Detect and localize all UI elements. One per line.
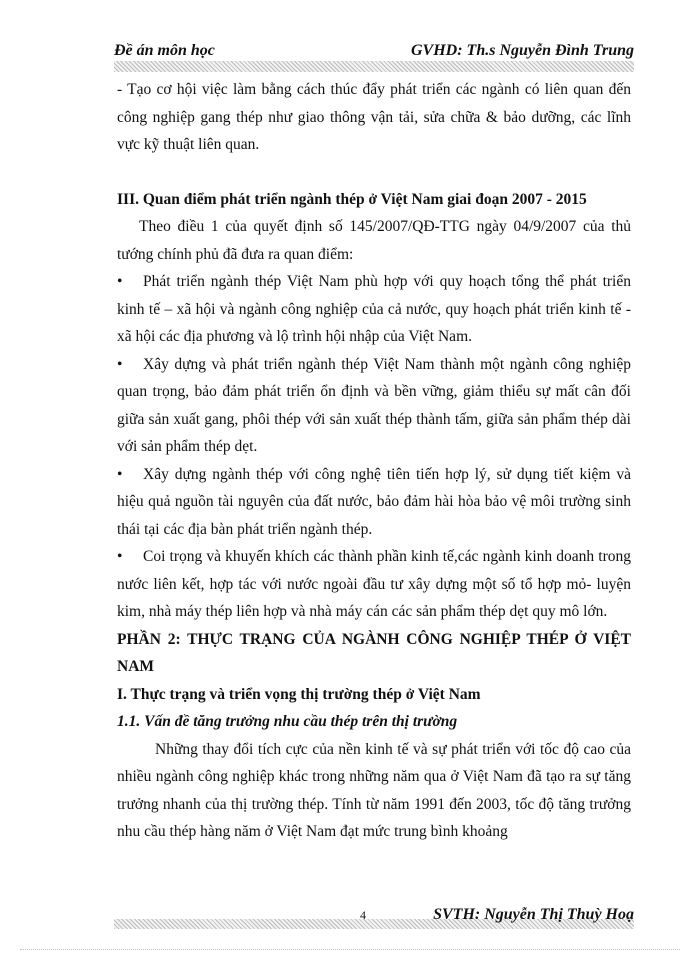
subsection-heading: I. Thực trạng và triển vọng thị trường thép ở Việt Nam bbox=[117, 685, 481, 703]
bullet-text: Phát triển ngành thép Việt Nam phù hợp với quy hoạch tổng thể phát triển kinh tế – xã hội và ngành công nghiệp của cả nước, quy hoạch phát triển kinh tế - xã hội các địa phương và lộ trình hội nhập của Việt Nam. bbox=[117, 273, 631, 345]
bullet-icon: • bbox=[117, 355, 123, 373]
header-hatch-rule bbox=[114, 61, 634, 72]
document-body bbox=[117, 76, 631, 846]
section-heading: III. Quan điểm phát triển ngành thép ở Việt Nam giai đoạn 2007 - 2015 bbox=[117, 190, 587, 208]
page-break-line bbox=[20, 949, 680, 950]
page-header bbox=[114, 36, 634, 60]
final-paragraph: Những thay đổi tích cực của nền kinh tế và sự phát triển với tốc độ cao của nhiều ngành công nghiệp khác trong những năm qua ở Việt Nam đã tạo ra sự tăng trưởng nhanh của thị trường thép. Tính từ năm 1991 đến 2003, tốc độ tăng trưởng nhu cầu thép hàng năm ở Việt Nam đạt mức trung bình khoảng bbox=[117, 740, 631, 840]
footer-student: SVTH: Nguyễn Thị Thuỳ Hoạ bbox=[433, 906, 634, 923]
bullet-list bbox=[117, 268, 631, 626]
section-intro-paragraph: Theo điều 1 của quyết định số 145/2007/QĐ-TTG ngày 04/9/2007 của thủ tướng chính phủ đã đưa ra quan điểm: bbox=[117, 218, 631, 263]
bullet-icon: • bbox=[117, 548, 123, 565]
intro-paragraph: - Tạo cơ hội việc làm bằng cách thúc đẩy phát triển các ngành có liên quan đến công nghiệp gang thép như giao thông vận tải, sửa chữa & bảo dưỡng, các lĩnh vực kỹ thuật liên quan. bbox=[117, 81, 631, 153]
page-footer bbox=[360, 906, 634, 924]
bullet-text: Xây dựng và phát triển ngành thép Việt Nam thành một ngành công nghiệp quan trọng, bảo đảm phát triển ổn định và bền vững, giảm thiểu sự mất cân đối giữa sản xuất gang, phôi thép với sản xuất thép thành tấm, giữa sản phẩm thép dài với sản phẩm thép dẹt. bbox=[117, 355, 631, 455]
page-number: 4 bbox=[360, 908, 366, 922]
bullet-icon: • bbox=[117, 465, 123, 483]
paragraph-gap bbox=[117, 159, 631, 186]
subsubsection-heading: 1.1. Vấn đề tăng trưởng nhu cầu thép trên thị trường bbox=[117, 713, 458, 730]
bullet-icon: • bbox=[117, 273, 123, 290]
part-heading: PHẦN 2: THỰC TRẠNG CỦA NGÀNH CÔNG NGHIỆP THÉP Ở VIỆT NAM bbox=[117, 630, 631, 675]
bullet-text: Coi trọng và khuyến khích các thành phần kinh tế,các ngành kinh doanh trong nước liên kết, hợp tác với nước ngoài đầu tư xây dựng một số tổ hợp mỏ- luyện kim, nhà máy thép liên hợp và nhà máy cán các sản phẩm thép dẹt quy mô lớn. bbox=[117, 548, 631, 620]
list-item bbox=[117, 268, 631, 351]
list-item bbox=[117, 351, 631, 461]
list-item bbox=[117, 461, 631, 544]
bullet-text: Xây dựng ngành thép với công nghệ tiên tiến hợp lý, sử dụng tiết kiệm và hiệu quả nguồn tài nguyên của đất nước, bảo đảm hài hòa bảo vệ môi trường sinh thái tại các địa bàn phát triển ngành thép. bbox=[117, 465, 631, 538]
header-course-title: Đề án môn học bbox=[114, 42, 215, 59]
list-item bbox=[117, 543, 631, 626]
header-instructor: GVHD: Th.s Nguyễn Đình Trung bbox=[410, 42, 634, 59]
